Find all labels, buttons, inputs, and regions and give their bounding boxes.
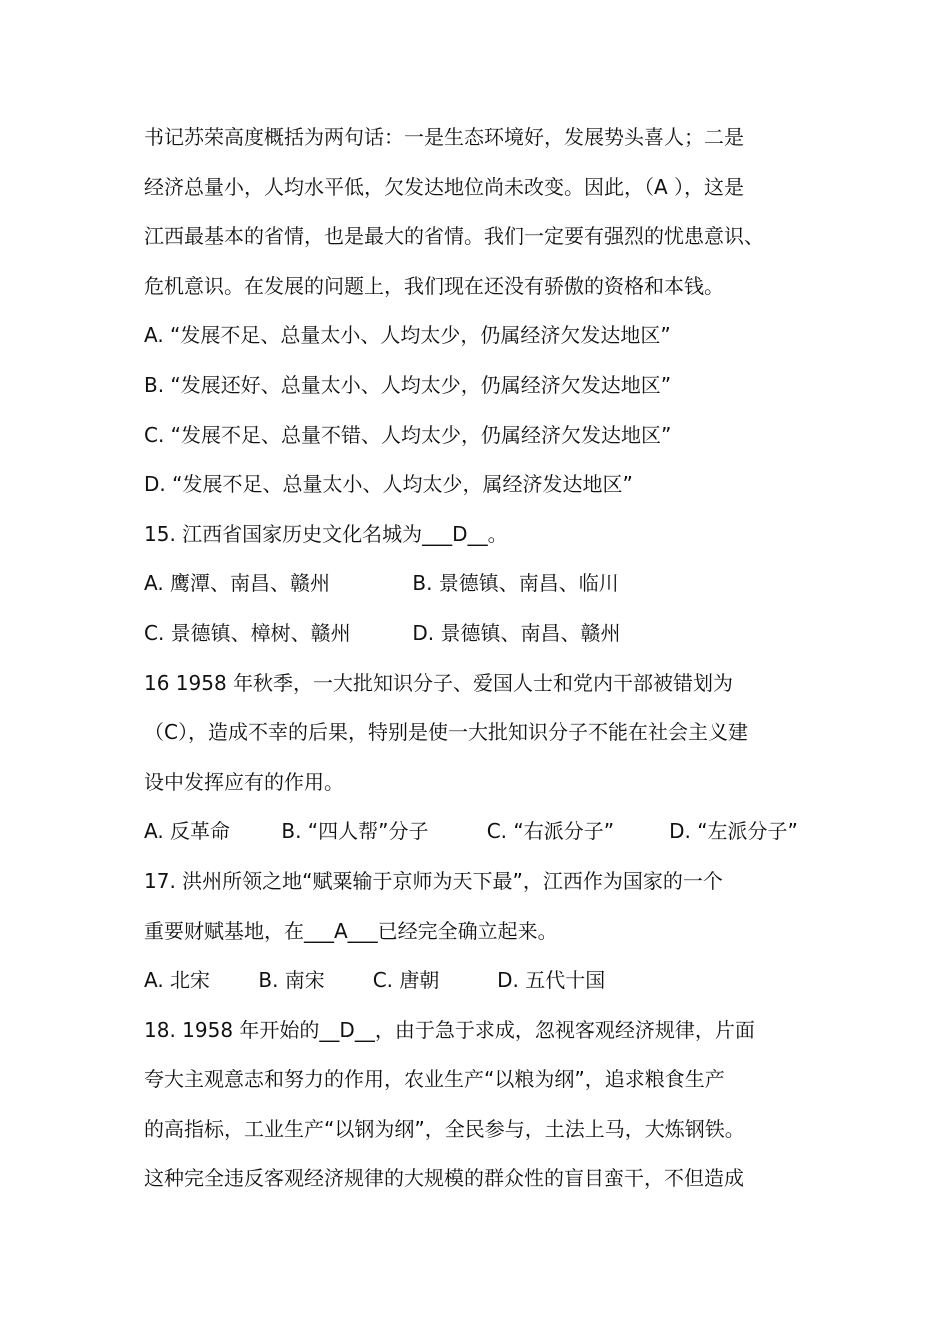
q17-option-a: A. 北宋 [144,968,211,993]
q17-line: 17. 洪州所领之地“赋粟输于京师为天下最”，江西作为国家的一个 [144,868,723,893]
q15-options-row-1 [144,559,814,609]
text-line: 江西最基本的省情，也是最大的省情。我们一定要有强烈的忧患意识、 [144,224,764,249]
q16-option-a: A. 反革命 [144,819,231,844]
q17-option-b: B. 南宋 [258,968,325,993]
q14-option-a: A. “发展不足、总量太小、人均太少，仍属经济欠发达地区” [144,323,671,348]
q17-line: 重要财赋基地，在___A___已经完全确立起来。 [144,918,558,943]
q16-line: 16 1958 年秋季，一大批知识分子、爱国人士和党内干部被错划为 [144,670,734,695]
q18-line: 的高指标，工业生产“以钢为纲”，全民参与，土法上马，大炼钢铁。 [144,1116,745,1141]
q15-option-b: B. 景德镇、南昌、临川 [412,571,619,596]
q16-line: （C），造成不幸的后果，特别是使一大批知识分子不能在社会主义建 [144,720,748,745]
q14-option-b: B. “发展还好、总量太小、人均太少，仍属经济欠发达地区” [144,372,672,397]
q15-option-a: A. 鹰潭、南昌、赣州 [144,571,331,596]
q17-option-c: C. 唐朝 [372,968,440,993]
text-line: 危机意识。在发展的问题上，我们现在还没有骄傲的资格和本钱。 [144,273,724,298]
q17-option-d: D. 五代十国 [497,968,606,993]
q18-line: 夸大主观意志和努力的作用，农业生产“以粮为纲”，追求粮食生产 [144,1067,725,1092]
text-line: 经济总量小，人均水平低，欠发达地位尚未改变。因此，（A ），这是 [144,174,745,199]
q16-option-c: C. “右派分子” [486,819,615,844]
q16-option-d: D. “左派分子” [669,819,798,844]
text-line: 书记苏荣高度概括为两句话：一是生态环境好，发展势头喜人；二是 [144,125,744,149]
q14-option-d: D. “发展不足、总量太小、人均太少，属经济发达地区” [144,472,633,497]
q16-line: 设中发挥应有的作用。 [144,769,344,794]
q15-option-d: D. 景德镇、南昌、赣州 [412,620,621,645]
q16-options-row [144,807,814,857]
q15-options-row-2 [144,609,814,659]
q14-option-c: C. “发展不足、总量不错、人均太少，仍属经济欠发达地区” [144,422,672,447]
q18-line: 18. 1958 年开始的__D__，由于急于求成，忽视客观经济规律，片面 [144,1017,755,1042]
document-page [144,113,814,1204]
q17-options-row [144,956,814,1006]
q18-line: 这种完全违反客观经济规律的大规模的群众性的盲目蛮干，不但造成 [144,1166,744,1191]
q15-option-c: C. 景德镇、樟树、赣州 [144,620,351,645]
q15-question: 15. 江西省国家历史文化名城为___D__。 [144,521,508,546]
q16-option-b: B. “四人帮”分子 [281,819,429,844]
